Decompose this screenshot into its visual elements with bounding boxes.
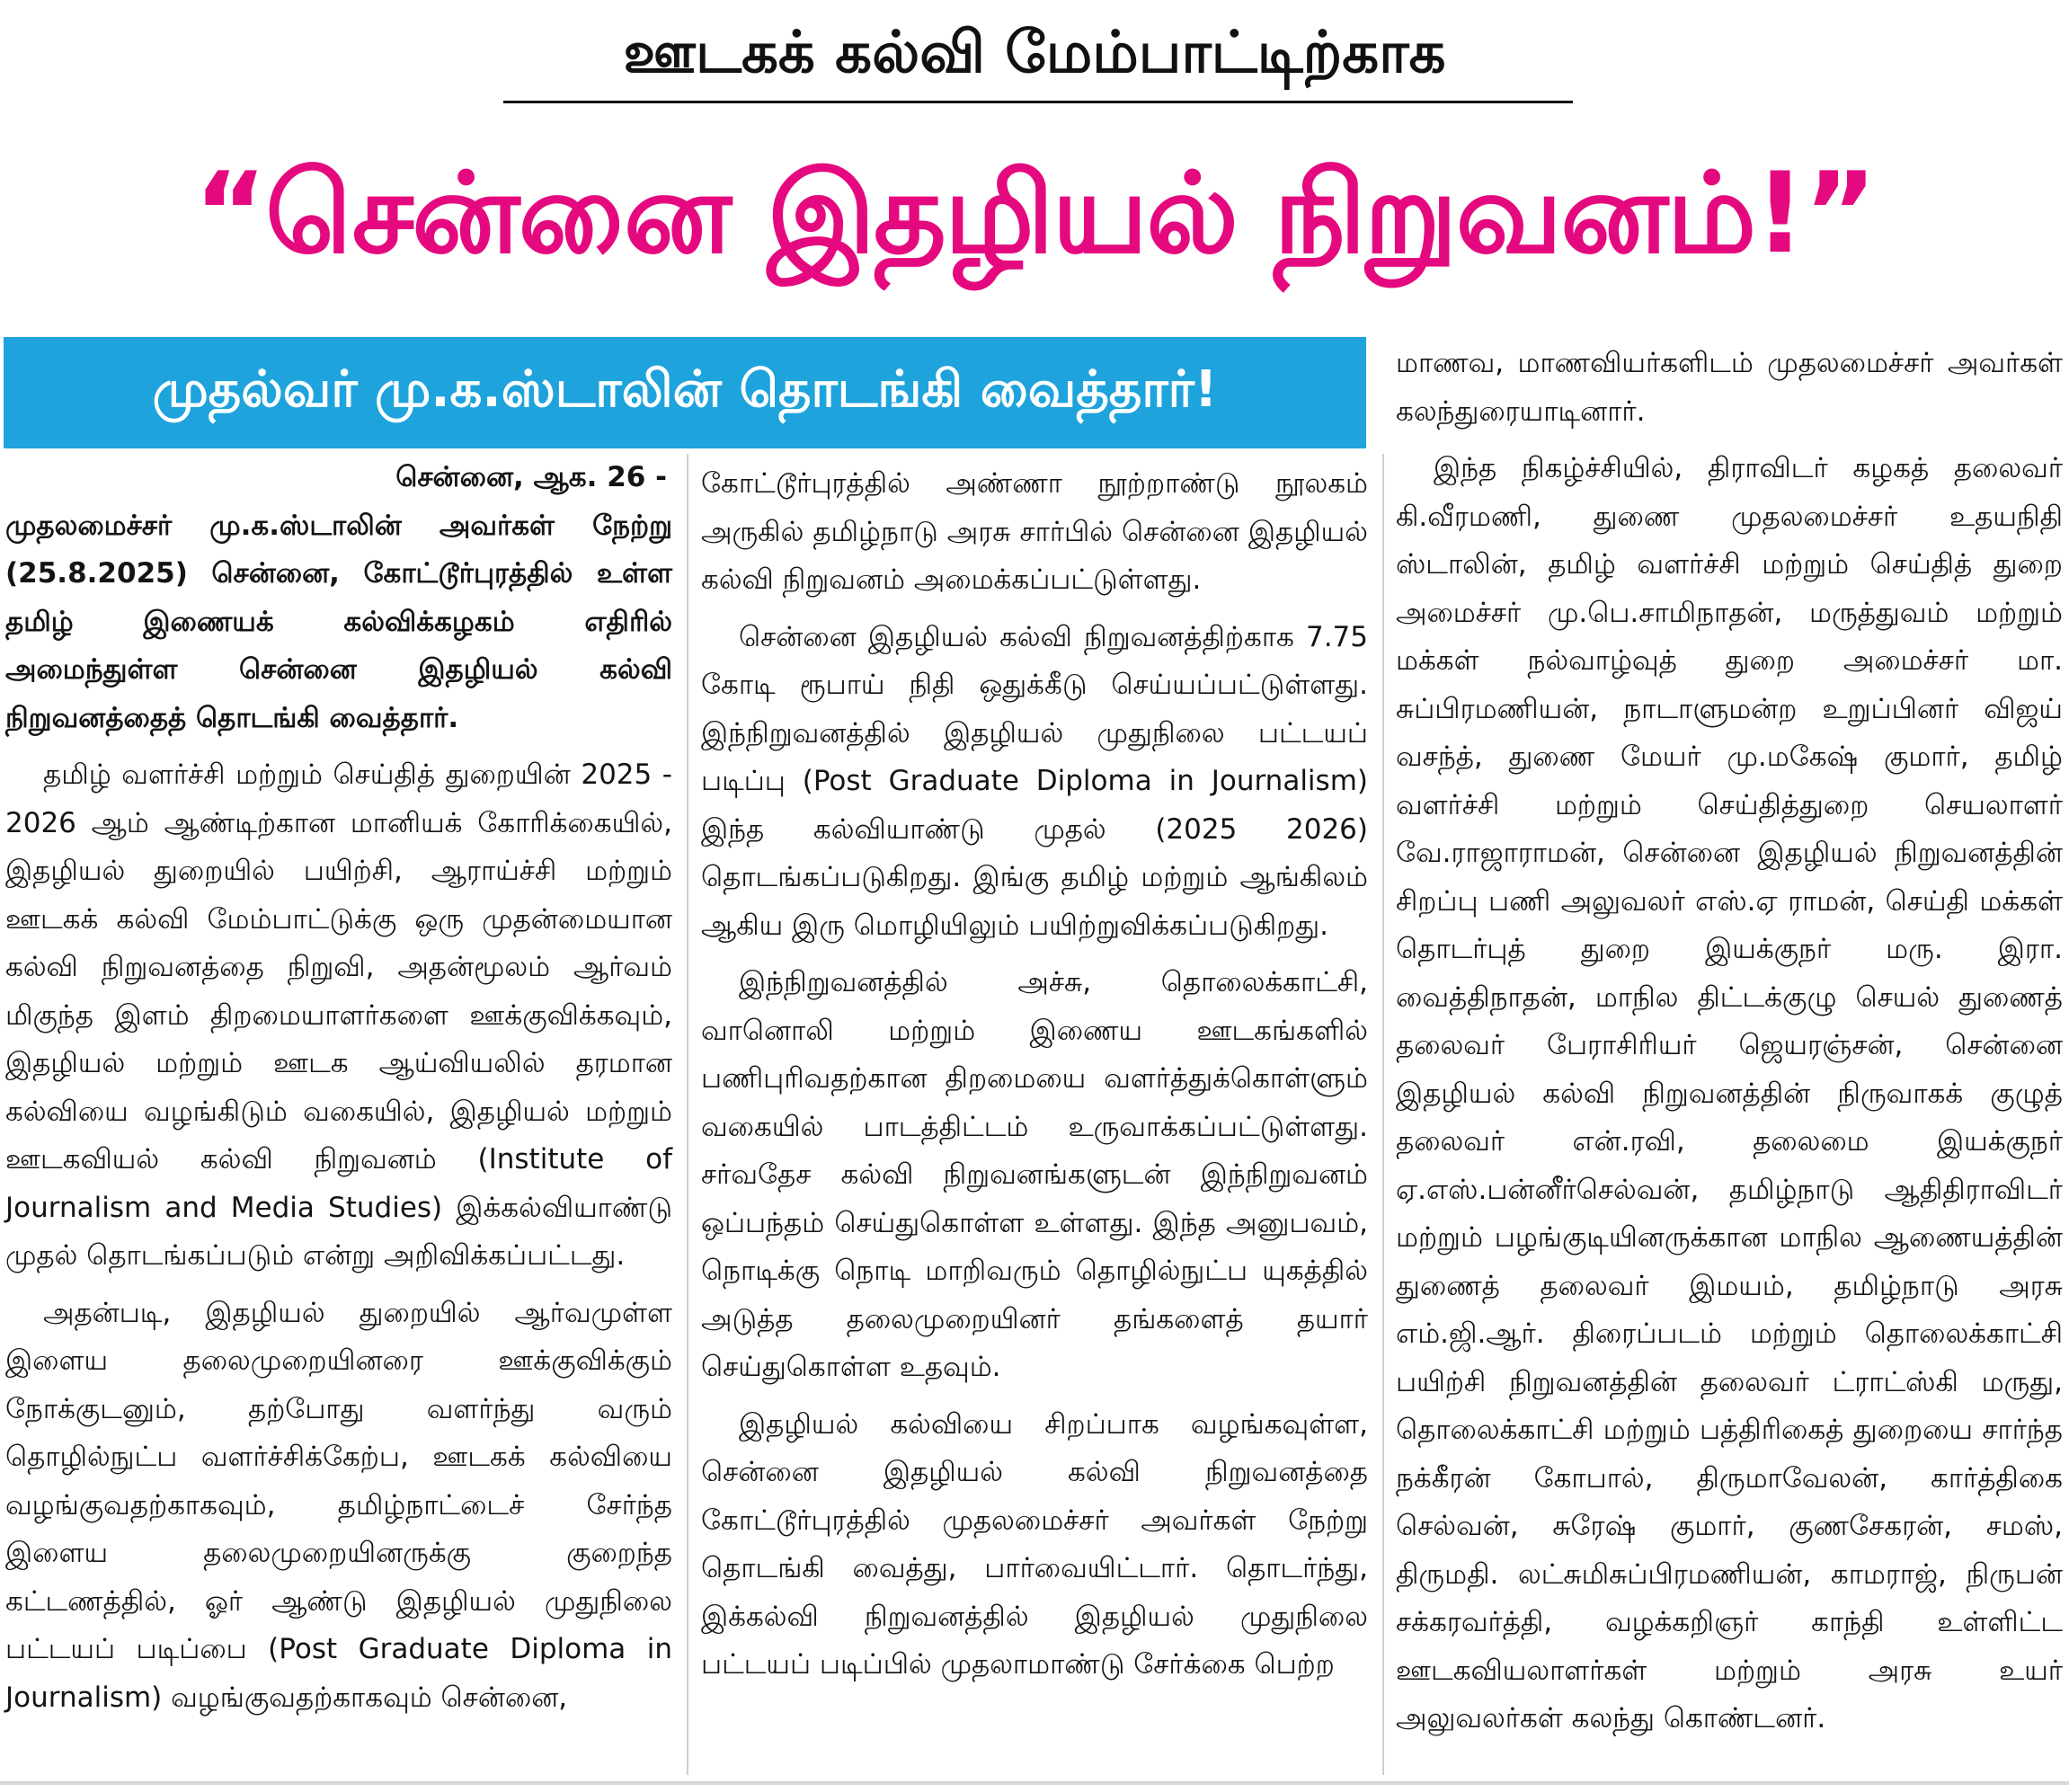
page-bottom-rule [0, 1781, 2069, 1785]
paragraph: மாணவ, மாணவியர்களிடம் முதலமைச்சர் அவர்கள் கலந்துரையாடினார். [1396, 347, 2063, 428]
subheadline-text: முதல்வர் மு.க.ஸ்டாலின் தொடங்கி வைத்தார்! [152, 360, 1218, 419]
kicker-underline [503, 101, 1573, 103]
article-column-1 [5, 454, 672, 1731]
paragraph: அதன்படி, இதழியல் துறையில் ஆர்வமுள்ள இளைய தலைமுறையினரை ஊக்குவிக்கும் நோக்குடனும், தற்போது வளர்ந்து வரும் தொழில்நுட்ப வளர்ச்சிக்கேற்ப, ஊடகக் கல்வியை வழங்குவதற்காகவும், தமிழ்நாட்டைச் சேர்ந்த இளைய தலைமுறையினருக்கு குறைந்த கட்டணத்தில், ஓர் ஆண்டு இதழியல் முதுநிலை பட்டயப் படிப்பை (Post Graduate Diploma in Journalism) வழங்குவதற்காகவும் சென்னை, [5, 1296, 672, 1714]
dateline: சென்னை, ஆக. 26 - [395, 461, 667, 493]
paragraph: சென்னை இதழியல் கல்வி நிறுவனத்திற்காக 7.75 கோடி ரூபாய் நிதி ஒதுக்கீடு செய்யப்பட்டுள்ளது. இந்நிறுவனத்தில் இதழியல் முதுநிலை பட்டயப் படிப்பு (Post Graduate Diploma in Journalism) இந்த கல்வியாண்டு முதல் (2025 2026) தொடங்கப்படுகிறது. இங்கு தமிழ் மற்றும் ஆங்கிலம் ஆகிய இரு மொழியிலும் பயிற்றுவிக்கப்படுகிறது. [701, 620, 1368, 942]
headline: “சென்னை இதழியல் நிறுவனம்!” [193, 149, 1876, 279]
column-divider [687, 454, 688, 1775]
kicker-title: ஊடகக் கல்வி மேம்பாட்டிற்காக [623, 20, 1446, 86]
article-column-3 [1396, 340, 2063, 1752]
paragraph: தமிழ் வளர்ச்சி மற்றும் செய்தித் துறையின் 2025 - 2026 ஆம் ஆண்டிற்கான மானியக் கோரிக்கையில், இதழியல் துறையில் பயிற்சி, ஆராய்ச்சி மற்றும் ஊடகக் கல்வி மேம்பாட்டுக்கு ஒரு முதன்மையான கல்வி நிறுவனத்தை நிறுவி, அதன்மூலம் ஆர்வம் மிகுந்த இளம் திறமையாளர்களை ஊக்குவிக்கவும், இதழியல் மற்றும் ஊடக ஆய்வியலில் தரமான கல்வியை வழங்கிடும் வகையில், இதழியல் மற்றும் ஊடகவியல் கல்வி நிறுவனம் (Institute of Journalism and Media Studies) இக்கல்வியாண்டு முதல் தொடங்கப்படும் என்று அறிவிக்கப்பட்டது. [5, 758, 672, 1272]
lead-paragraph: முதலமைச்சர் மு.க.ஸ்டாலின் அவர்கள் நேற்று (25.8.2025) சென்னை, கோட்டூர்புரத்தில் உள்ள தமிழ் இணையக் கல்விக்கழகம் எதிரில் அமைந்துள்ள சென்னை இதழியல் கல்வி நிறுவனத்தைத் தொடங்கி வைத்தார். [5, 509, 672, 734]
paragraph: இந்நிறுவனத்தில் அச்சு, தொலைக்காட்சி, வானொலி மற்றும் இணைய ஊடகங்களில் பணிபுரிவதற்கான திறமையை வளர்த்துக்கொள்ளும் வகையில் பாடத்திட்டம் உருவாக்கப்பட்டுள்ளது. சர்வதேச கல்வி நிறுவனங்களுடன் இந்நிறுவனம் ஒப்பந்தம் செய்துகொள்ள உள்ளது. இந்த அனுபவம், நொடிக்கு நொடி மாறிவரும் தொழில்நுட்ப யுகத்தில் அடுத்த தலைமுறையினர் தங்களைத் தயார் செய்துகொள்ள உதவும். [701, 966, 1368, 1383]
article-column-2 [701, 460, 1368, 1699]
subheadline-banner [4, 337, 1366, 448]
paragraph: கோட்டூர்புரத்தில் அண்ணா நூற்றாண்டு நூலகம் அருகில் தமிழ்நாடு அரசு சார்பில் சென்னை இதழியல் கல்வி நிறுவனம் அமைக்கப்பட்டுள்ளது. [701, 467, 1368, 596]
paragraph: இதழியல் கல்வியை சிறப்பாக வழங்கவுள்ள, சென்னை இதழியல் கல்வி நிறுவனத்தை கோட்டூர்புரத்தில் முதலமைச்சர் அவர்கள் நேற்று தொடங்கி வைத்து, பார்வையிட்டார். தொடர்ந்து, இக்கல்வி நிறுவனத்தில் இதழியல் முதுநிலை பட்டயப் படிப்பில் முதலாமாண்டு சேர்க்கை பெற்ற [701, 1407, 1368, 1681]
column-divider [1382, 454, 1384, 1775]
paragraph: இந்த நிகழ்ச்சியில், திராவிடர் கழகத் தலைவர் கி.வீரமணி, துணை முதலமைச்சர் உதயநிதி ஸ்டாலின், தமிழ் வளர்ச்சி மற்றும் செய்தித் துறை அமைச்சர் மு.பெ.சாமிநாதன், மருத்துவம் மற்றும் மக்கள் நல்வாழ்வுத் துறை அமைச்சர் மா. சுப்பிரமணியன், நாடாளுமன்ற உறுப்பினர் விஜய் வசந்த், துணை மேயர் மு.மகேஷ் குமார், தமிழ் வளர்ச்சி மற்றும் செய்தித்துறை செயலாளர் வே.ராஜாராமன், சென்னை இதழியல் நிறுவனத்தின் சிறப்பு பணி அலுவலர் எஸ்.ஏ ராமன், செய்தி மக்கள் தொடர்புத் துறை இயக்குநர் மரு. இரா. வைத்திநாதன், மாநில திட்டக்குழு செயல் துணைத் தலைவர் பேராசிரியர் ஜெயரஞ்சன், சென்னை இதழியல் கல்வி நிறுவனத்தின் நிருவாகக் குழுத் தலைவர் என்.ரவி, தலைமை இயக்குநர் ஏ.எஸ்.பன்னீர்செல்வன், தமிழ்நாடு ஆதிதிராவிடர் மற்றும் பழங்குடியினருக்கான மாநில ஆணையத்தின் துணைத் தலைவர் இமயம், தமிழ்நாடு அரசு எம்.ஜி.ஆர். திரைப்படம் மற்றும் தொலைக்காட்சி பயிற்சி நிறுவனத்தின் தலைவர் ட்ராட்ஸ்கி மருது, தொலைக்காட்சி மற்றும் பத்திரிகைத் துறையை சார்ந்த நக்கீரன் கோபால், திருமாவேலன், கார்த்திகை செல்வன், சுரேஷ் குமார், குணசேகரன், சமஸ், திருமதி. லட்சுமிசுப்பிரமணியன், காமராஜ், நிருபன் சக்கரவர்த்தி, வழக்கறிஞர் காந்தி உள்ளிட்ட ஊடகவியலாளர்கள் மற்றும் அரசு உயர் அலுவலர்கள் கலந்து கொண்டனர். [1396, 452, 2063, 1734]
